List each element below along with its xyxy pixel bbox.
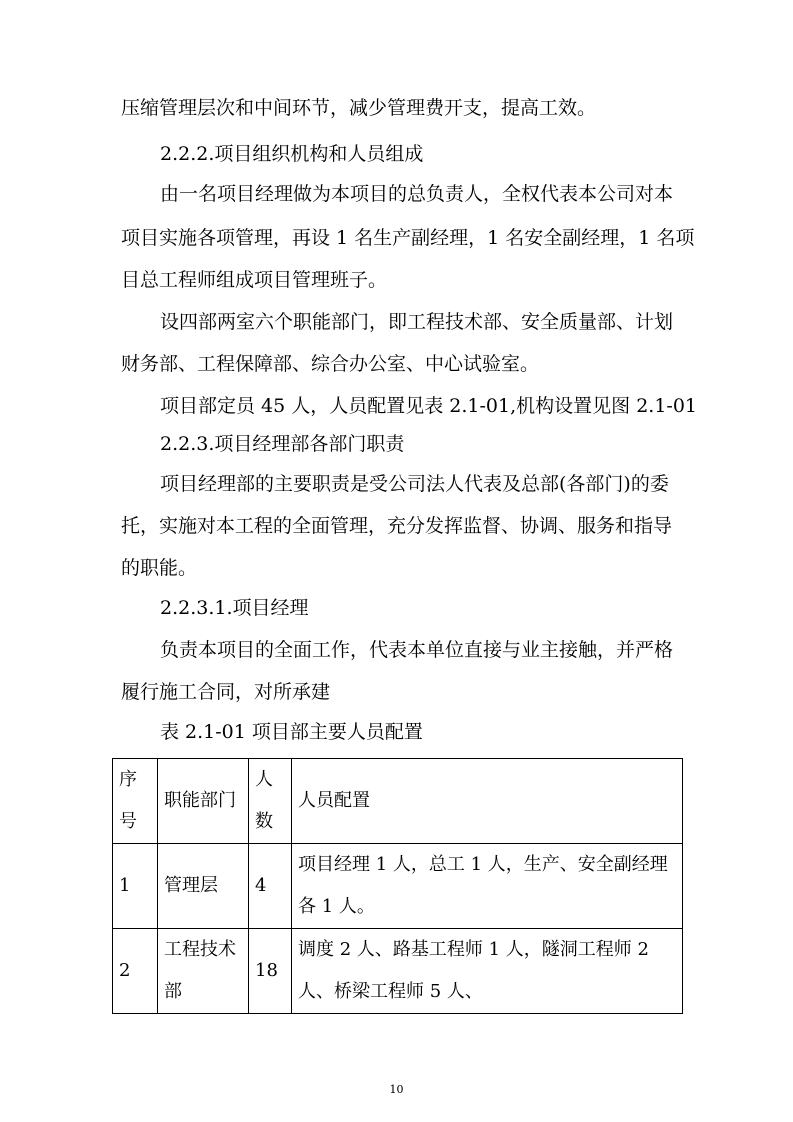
paragraph-line: 目总工程师组成项目管理班子。: [121, 269, 388, 291]
table-caption: 表 2.1-01 项目部主要人员配置: [160, 721, 423, 743]
table-row: [113, 929, 683, 1014]
page-number: 10: [389, 1083, 404, 1096]
table-header-row: [113, 759, 683, 844]
paragraph-line: 项目实施各项管理，再设 1 名生产副经理，1 名安全副经理，1 名项: [121, 227, 695, 249]
section-heading: 2.2.2.项目组织机构和人员组成: [160, 143, 424, 165]
cell-count: 4: [249, 844, 292, 929]
cell-config: 调度 2 人、路基工程师 1 人，隧洞工程师 2 人、桥梁工程师 5 人、: [292, 929, 683, 1014]
header-count: 人数: [249, 759, 292, 844]
paragraph-line: 项目部定员 45 人，人员配置见表 2.1-01,机构设置见图 2.1-01: [160, 395, 698, 417]
header-seq: 序号: [113, 759, 158, 844]
table-row: [113, 844, 683, 929]
paragraph-line: 设四部两室六个职能部门，即工程技术部、安全质量部、计划: [160, 311, 674, 333]
paragraph-line: 托，实施对本工程的全面管理，充分发挥监督、协调、服务和指导: [121, 515, 673, 537]
paragraph-line: 履行施工合同，对所承建: [121, 681, 331, 703]
cell-dept: 管理层: [158, 844, 249, 929]
paragraph-line: 项目经理部的主要职责是受公司法人代表及总部(各部门)的委: [160, 473, 669, 495]
header-dept: 职能部门: [158, 759, 249, 844]
cell-count: 18: [249, 929, 292, 1014]
cell-config: 项目经理 1 人，总工 1 人，生产、安全副经理各 1 人。: [292, 844, 683, 929]
cell-dept: 工程技术部: [158, 929, 249, 1014]
paragraph-line: 的职能。: [121, 557, 198, 579]
paragraph-line: 负责本项目的全面工作，代表本单位直接与业主接触，并严格: [160, 639, 674, 661]
section-heading: 2.2.3.项目经理部各部门职责: [160, 433, 405, 455]
staff-table: [112, 758, 683, 1014]
paragraph-line: 压缩管理层次和中间环节，减少管理费开支，提高工效。: [121, 97, 597, 119]
section-heading: 2.2.3.1.项目经理: [160, 597, 309, 619]
cell-seq: 1: [113, 844, 158, 929]
paragraph-line: 由一名项目经理做为本项目的总负责人，全权代表本公司对本: [160, 183, 674, 205]
cell-seq: 2: [113, 929, 158, 1014]
header-config: 人员配置: [292, 759, 683, 844]
paragraph-line: 财务部、工程保障部、综合办公室、中心试验室。: [121, 353, 540, 375]
